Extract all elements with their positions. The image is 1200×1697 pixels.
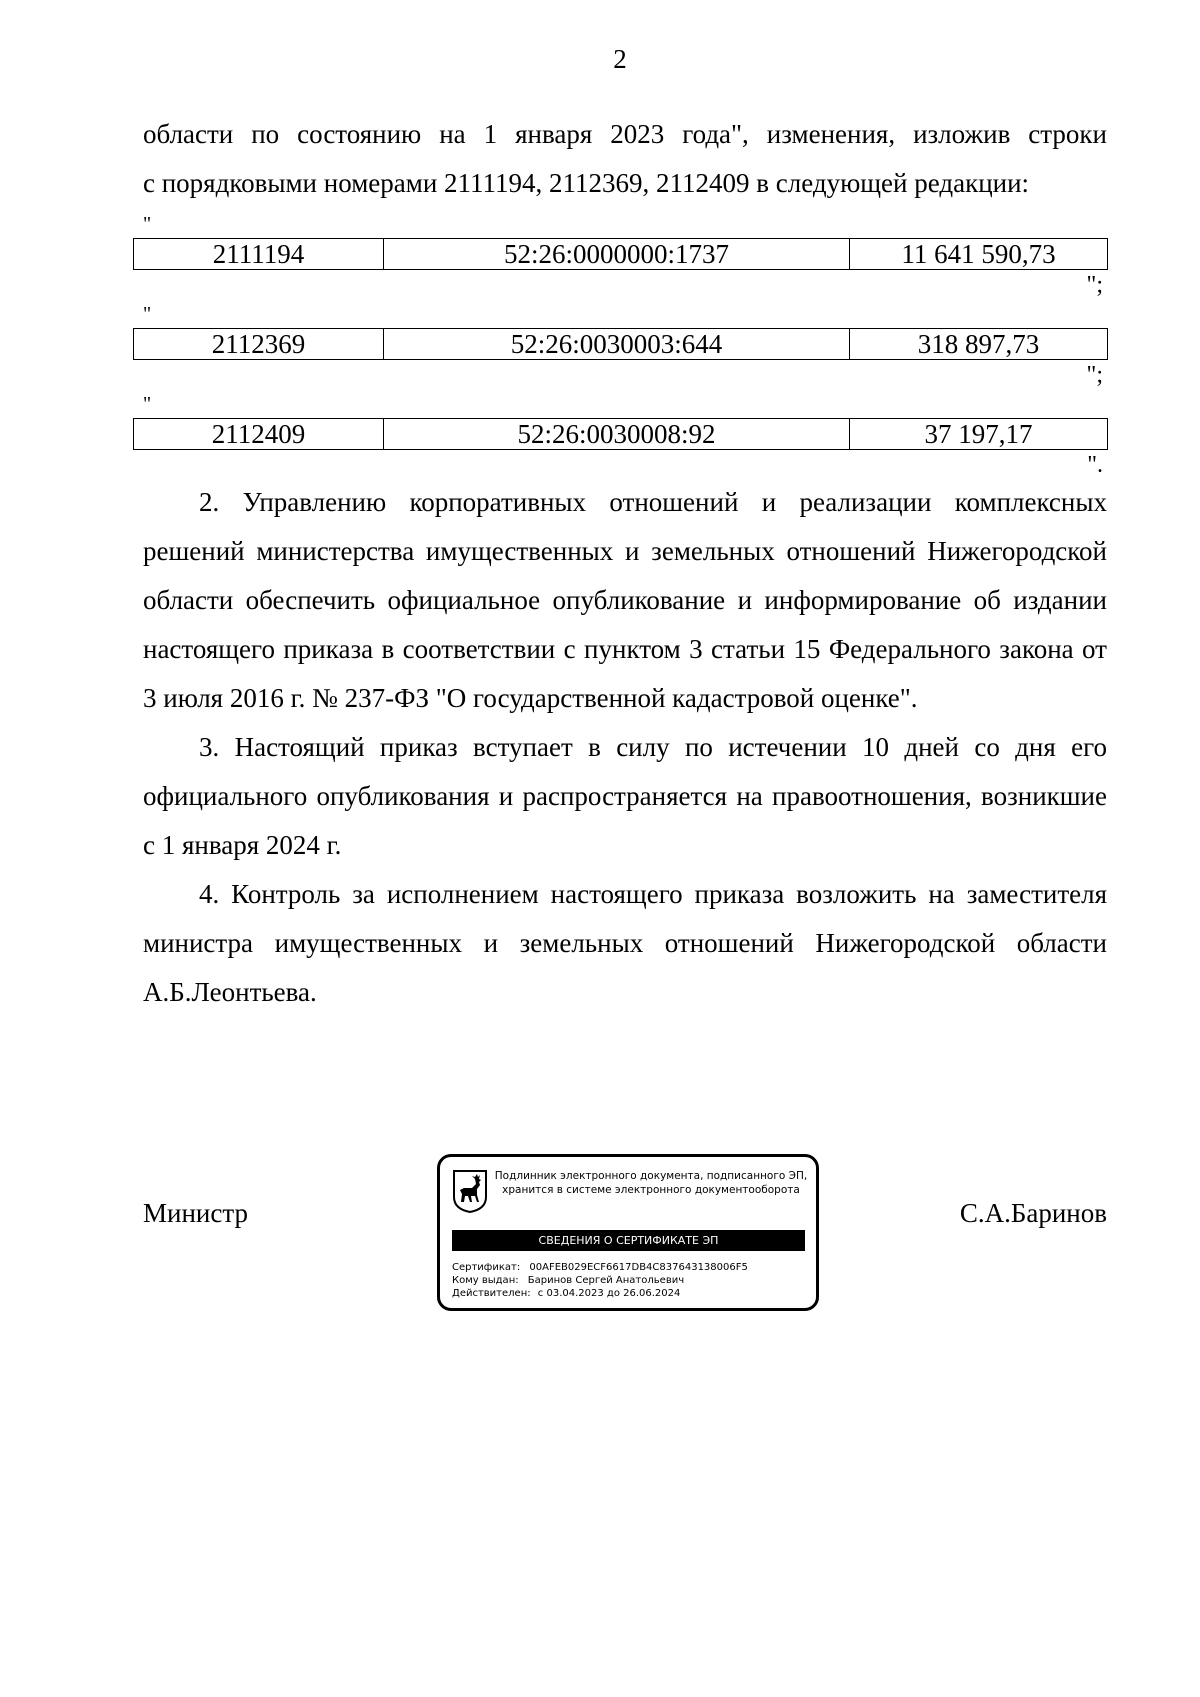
certificate-value: 00AFEB029ECF6617DB4C837643138006F5	[529, 1262, 748, 1273]
certificate-details	[452, 1261, 812, 1300]
row-number-cell: 2111194	[134, 239, 384, 270]
issued-to-value: Баринов Сергей Анатольевич	[527, 1275, 685, 1286]
cadastral-table	[133, 238, 1108, 270]
row-number-cell: 2112409	[134, 419, 384, 450]
quote-close-mark: ";	[1086, 272, 1103, 298]
table-row	[134, 419, 1108, 450]
page-number: 2	[613, 44, 627, 74]
row-number-cell: 2112369	[134, 329, 384, 360]
cadastral-value-cell: 11 641 590,73	[850, 239, 1108, 270]
cadastral-table	[133, 328, 1108, 360]
cadastral-number-cell: 52:26:0030008:92	[384, 419, 850, 450]
signatory-title: Министр	[143, 1198, 248, 1228]
validity-label: Действителен:	[452, 1288, 531, 1299]
validity-row	[452, 1287, 812, 1300]
quote-close-mark: ";	[1086, 362, 1103, 388]
stamp-header-line: хранится в системе электронного документооборота	[502, 1184, 800, 1196]
paragraph-3: 3. Настоящий приказ вступает в силу по истечении 10 дней со дня его официального опубликования и распространяется на правоотношения, возникшие с 1 января 2024 г.	[143, 732, 1107, 860]
table-row	[134, 329, 1108, 360]
quote-close-mark: ".	[1087, 452, 1103, 478]
quote-open-mark: "	[143, 303, 152, 325]
cadastral-value-cell: 318 897,73	[850, 329, 1108, 360]
cadastral-value-cell: 37 197,17	[850, 419, 1108, 450]
quote-open-mark: "	[143, 393, 152, 415]
issued-to-row	[452, 1274, 812, 1287]
quote-open-mark: "	[143, 213, 152, 235]
cadastral-number-cell: 52:26:0030003:644	[384, 329, 850, 360]
issued-to-label: Кому выдан:	[452, 1275, 519, 1286]
cadastral-table	[133, 418, 1108, 450]
certificate-label: Сертификат:	[452, 1262, 521, 1273]
intro-line-1: области по состоянию на 1 января 2023 года", изменения, изложив строки	[143, 119, 1107, 149]
table-row	[134, 239, 1108, 270]
stamp-header-line: Подлинник электронного документа, подписанного ЭП,	[494, 1170, 808, 1182]
document-body	[143, 110, 1107, 1017]
paragraph-4: 4. Контроль за исполнением настоящего приказа возложить на заместителя министра имущественных и земельных отношений Нижегородской области А.Б.Леонтьева.	[143, 879, 1107, 1007]
deer-emblem-icon	[452, 1169, 488, 1213]
cadastral-number-cell: 52:26:0000000:1737	[384, 239, 850, 270]
paragraph-2: 2. Управлению корпоративных отношений и реализации комплексных решений министерства имущественных и земельных отношений Нижегородской области обеспечить официальное опубликование и информирование об издании настоящего приказа в соответствии с пунктом 3 статьи 15 Федерального закона от 3 июля 2016 г. № 237-ФЗ "О государственной кадастровой оценке".	[143, 487, 1107, 713]
certificate-row	[452, 1261, 812, 1274]
electronic-signature-stamp	[437, 1154, 819, 1311]
certificate-info-bar: СВЕДЕНИЯ О СЕРТИФИКАТЕ ЭП	[452, 1230, 805, 1251]
signature-block	[0, 1150, 1200, 1320]
signatory-name: С.А.Баринов	[959, 1198, 1107, 1228]
intro-line-2: с порядковыми номерами 2111194, 2112369, 2112409 в следующей редакции:	[143, 168, 1030, 198]
stamp-header	[492, 1169, 810, 1197]
validity-value: с 03.04.2023 до 26.06.2024	[537, 1288, 681, 1299]
